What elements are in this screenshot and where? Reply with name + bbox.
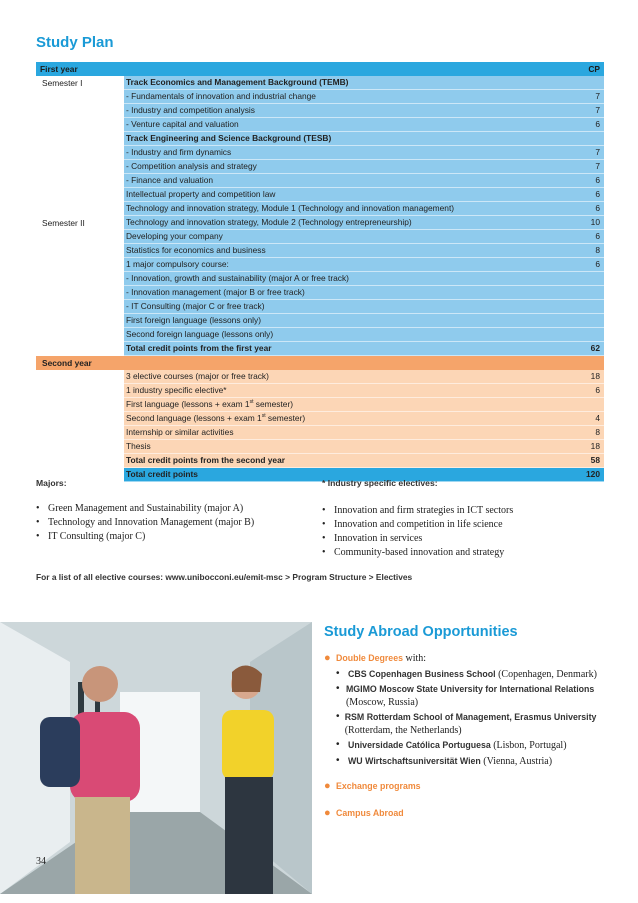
school-item: [336, 739, 614, 753]
course-name: Intellectual property and competition law: [126, 189, 276, 200]
table-row: [124, 300, 604, 314]
table-row: [124, 426, 604, 440]
table-row: [124, 146, 604, 160]
majors-heading: Majors:: [36, 478, 67, 488]
course-name: Total credit points from the second year: [126, 455, 285, 466]
bullet-icon: ●: [324, 806, 331, 819]
semester-2-group: [36, 216, 604, 356]
page-title: Study Plan: [36, 34, 114, 51]
table-row: [124, 76, 604, 90]
table-row: [124, 244, 604, 258]
course-name: - Finance and valuation: [126, 175, 214, 186]
table-row: [124, 174, 604, 188]
list-item: • Innovation in services: [322, 532, 513, 546]
second-year-header: [36, 356, 604, 370]
bullet-icon: ●: [324, 780, 331, 792]
course-name: - Industry and competition analysis: [126, 105, 255, 116]
credit-points: 6: [595, 203, 600, 214]
second-year-group: [36, 370, 604, 468]
table-row: [124, 272, 604, 286]
electives-footnote: For a list of all elective courses: www.unibocconi.eu/emit-msc > Program Structure > Electives: [36, 572, 413, 582]
bullet-icon: •: [336, 667, 340, 679]
course-name: - Innovation management (major B or free track): [126, 287, 305, 298]
course-name: - Industry and firm dynamics: [126, 147, 232, 158]
school-list: [336, 668, 614, 769]
total-label: Total credit points: [126, 469, 198, 480]
school-name: CBS Copenhagen Business School: [348, 668, 496, 679]
credit-points: 8: [595, 245, 600, 256]
course-name: 1 major compulsory course:: [126, 259, 229, 270]
first-year-header: [36, 62, 604, 76]
second-year-spacer: [36, 370, 124, 468]
course-name: - Venture capital and valuation: [126, 119, 239, 130]
course-name: Second foreign language (lessons only): [126, 329, 274, 340]
table-row: [124, 188, 604, 202]
course-name: Track Engineering and Science Background (TESB): [126, 133, 332, 144]
credit-points: 6: [595, 175, 600, 186]
study-abroad-title: Study Abroad Opportunities: [324, 624, 518, 640]
table-row: [124, 412, 604, 426]
table-row: [124, 202, 604, 216]
study-abroad-section: [324, 652, 614, 819]
table-row: [124, 286, 604, 300]
course-name: Internship or similar activities: [126, 427, 234, 438]
school-name: MGIMO Moscow State University for International Relations: [345, 684, 595, 694]
course-name: 3 elective courses (major or free track): [126, 371, 269, 382]
credit-points: 7: [595, 91, 600, 102]
credit-points: 4: [595, 413, 600, 424]
bullet-icon: •: [336, 754, 340, 766]
bullet-icon: •: [336, 683, 340, 694]
credit-points: 6: [595, 231, 600, 242]
table-row: [124, 342, 604, 356]
list-item: • Technology and Innovation Management (major B): [36, 516, 254, 530]
table-row: [124, 454, 604, 468]
industry-list: [322, 504, 513, 560]
exchange-label: Exchange programs: [336, 781, 421, 791]
industry-heading: * Industry specific electives:: [322, 478, 438, 488]
credit-points: 18: [590, 371, 600, 382]
credit-points: 6: [595, 385, 600, 396]
campus-abroad-item: [324, 807, 614, 820]
credit-points: 18: [590, 441, 600, 452]
course-name: Total credit points from the first year: [126, 343, 272, 354]
double-degrees-label: Double Degrees: [336, 653, 403, 663]
table-row: [124, 440, 604, 454]
table-row: [124, 216, 604, 230]
course-name: Thesis: [126, 441, 151, 452]
bullet-icon: •: [336, 739, 340, 750]
first-year-label: First year: [40, 63, 78, 74]
course-name: Technology and innovation strategy, Module 1 (Technology and innovation management): [126, 203, 455, 214]
course-name: 1 industry specific elective*: [126, 385, 227, 396]
semester-2-label: Semester II: [42, 218, 85, 228]
credit-points: 10: [590, 217, 600, 228]
credit-points: 6: [595, 119, 600, 130]
credit-points: 6: [595, 189, 600, 200]
bullet-icon: ●: [324, 652, 331, 664]
school-item: [336, 668, 614, 682]
table-row: [124, 398, 604, 412]
table-row: [124, 384, 604, 398]
course-name: - IT Consulting (major C or free track): [126, 301, 265, 312]
exchange-item: [324, 780, 614, 793]
credit-points: 7: [595, 161, 600, 172]
table-row: [124, 370, 604, 384]
course-name: Developing your company: [126, 231, 223, 242]
table-row: [124, 132, 604, 146]
list-item: • Green Management and Sustainability (major A): [36, 502, 254, 516]
list-item: • IT Consulting (major C): [36, 530, 254, 544]
course-name: Track Economics and Management Background (TEMB): [126, 77, 349, 88]
course-name: First language (lessons + exam 1st semester): [126, 399, 294, 410]
semester-1-group: [36, 76, 604, 216]
table-row: [124, 118, 604, 132]
table-row: [124, 258, 604, 272]
total-group: [36, 468, 604, 482]
table-row: [124, 160, 604, 174]
table-row: [124, 90, 604, 104]
course-name: - Innovation, growth and sustainability (major A or free track): [126, 273, 349, 284]
school-item: [336, 755, 614, 769]
school-name: RSM Rotterdam School of Management, Erasmus University: [344, 712, 597, 722]
semester-1-label: Semester I: [42, 78, 83, 88]
school-location: (Vienna, Austria): [483, 755, 553, 767]
campus-abroad-label: Campus Abroad: [336, 807, 404, 818]
course-name: - Competition analysis and strategy: [126, 161, 257, 172]
credit-points: 8: [595, 427, 600, 438]
school-location: (Lisbon, Portugal): [493, 740, 567, 751]
list-item: • Community-based innovation and strategy: [322, 546, 513, 560]
semester-1-rows: [124, 76, 604, 216]
school-location: (Moscow, Russia): [345, 696, 419, 708]
list-item: • Innovation and competition in life science: [322, 518, 513, 532]
study-plan-table: [36, 62, 604, 482]
school-location: (Copenhagen, Denmark): [498, 668, 597, 680]
table-row: [124, 328, 604, 342]
course-name: - Fundamentals of innovation and industrial change: [126, 91, 316, 102]
school-name: WU Wirtschaftsuniversität Wien: [348, 755, 481, 766]
course-name: Technology and innovation strategy, Module 2 (Technology entrepreneurship): [126, 217, 412, 228]
school-item: [336, 683, 614, 709]
course-name: Second language (lessons + exam 1st semester): [126, 413, 306, 424]
second-year-rows: [124, 370, 604, 468]
bullet-icon: •: [336, 711, 340, 722]
credit-points: 62: [590, 343, 600, 354]
credit-points: 7: [595, 105, 600, 116]
second-year-label: Second year: [42, 357, 92, 368]
list-item: • Innovation and firm strategies in ICT sectors: [322, 504, 513, 518]
credit-points: 6: [595, 259, 600, 270]
semester-2-rows: [124, 216, 604, 356]
school-location: (Rotterdam, the Netherlands): [344, 724, 462, 736]
school-name: Universidade Católica Portuguesa: [348, 740, 491, 750]
credit-points: 7: [595, 147, 600, 158]
students-photo: [0, 622, 312, 894]
school-item: [336, 711, 614, 737]
double-degrees-item: [324, 652, 614, 666]
majors-list: [36, 502, 254, 544]
credit-points: 58: [590, 455, 600, 466]
table-row: [124, 230, 604, 244]
total-cp: 120: [586, 469, 600, 480]
page-number: 34: [36, 856, 46, 867]
double-degrees-with: with:: [402, 653, 427, 664]
course-name: First foreign language (lessons only): [126, 315, 261, 326]
cp-header: CP: [588, 63, 600, 74]
course-name: Statistics for economics and business: [126, 245, 266, 256]
corridor-illustration: [0, 622, 312, 894]
table-row: [124, 104, 604, 118]
table-row: [124, 314, 604, 328]
